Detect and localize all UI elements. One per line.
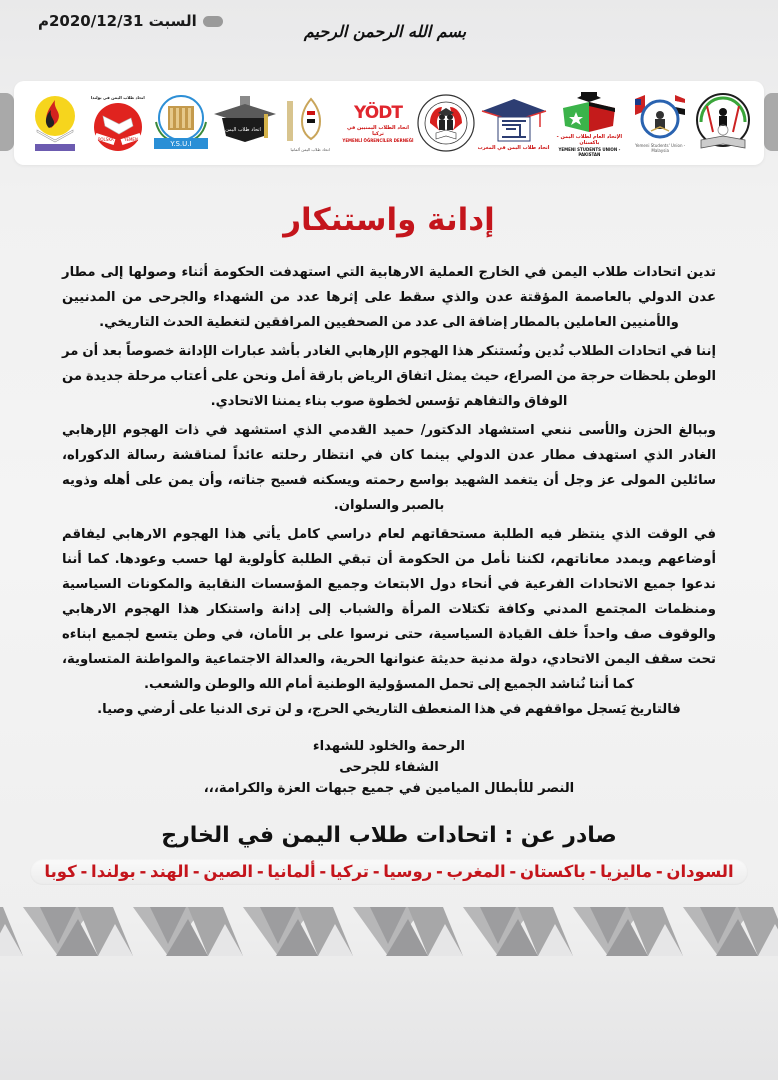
date-pill-marker	[203, 16, 223, 27]
open-book-wreath-icon	[693, 92, 753, 154]
pakistan-union-logo	[550, 84, 628, 162]
closing-line-victory: النصر للأبطال الميامين في جميع جبهات العزة والكرامة،،،	[203, 781, 575, 796]
sudan-union-logo	[692, 84, 754, 162]
poland-mark-right: YEMEN	[123, 136, 138, 142]
document-title: إدانة واستنكار	[283, 202, 495, 238]
issuer-line: صادر عن : اتحادات طلاب اليمن في الخارج	[161, 823, 617, 848]
turkey-logo-caption: اتحاد الطلاب اليمنيين في تركيا	[346, 125, 410, 137]
handshake-circle-icon	[91, 100, 145, 152]
india-logo-mark: Y.S.U.I	[170, 140, 192, 148]
paragraph-call-to-action: في الوقت الذي ينتظر فيه الطلبة مستحقاتهم لعام دراسي كامل يأتي هذا الهجوم الارهابي ليفاقم أوضاعهم ويمدد معاناتهم، لكننا نأمل من الحكومة أن تبقي الطلبة كأولوية لها حسب وعودها. كما أننا ندعوا جميع الاتحادات الفرعية في أنحاء دول الابتعاث وجميع المؤسسات النقابية والمكونات السياسية ومنظمات المجتمع المدني وكافة تكتلات المرأة والشباب إلى إدانة واستنكار هذا الهجوم الارهابي والوقوف صف واحداً خلف القيادة السياسية، حتى نرسوا على بر الأمان، في وطن يتسع لجميع ابناءه تحت سقف اليمن الاتحادي، دولة مدنية حديثة عنوانها الحرية، والعدالة الاجتماعية والمواطنة المتساوية، كما أننا نُناشد الجميع إلى تحمل المسؤولية الوطنية أمام الله والوطن والشعب.	[62, 527, 716, 692]
paragraph-history: فالتاريخ يَسجل مواقفهم في هذا المنعطف التاريخي الحرج، و لن ترى الدنيا على أرضي وصيا.	[97, 702, 681, 717]
date-block	[38, 12, 223, 30]
closing-line-martyrs: الرحمة والخلود للشهداء	[312, 739, 466, 754]
turkey-logo-caption-en: YEMENLİ ÖĞRENCİLER DERNEĞİ	[342, 138, 414, 143]
strip-tab-right	[764, 93, 778, 151]
diamond-pattern-footer	[0, 899, 778, 956]
russia-union-logo	[415, 84, 477, 162]
india-union-logo	[150, 84, 212, 162]
germany-logo-caption: اتحاد طلاب اليمن ألمانيا	[290, 146, 330, 152]
poland-mark-left: POLSKA	[97, 136, 114, 142]
germany-union-logo	[279, 84, 341, 162]
pillars-shield-icon	[150, 92, 212, 154]
graduation-cap-emblem-icon	[212, 92, 278, 154]
malaysia-logo-caption: Yemeni Students' Union - Malaysia	[635, 143, 686, 153]
morocco-logo-caption: اتحاد طلاب اليمن في المغرب	[477, 145, 550, 151]
footer-pattern-wrapper	[0, 899, 778, 956]
closing-lines	[0, 736, 778, 799]
china-union-logo	[212, 84, 278, 162]
mortarboard-calligraphy-icon	[480, 95, 548, 145]
paragraph-riyadh-agreement: إننا في اتحادات الطلاب نُدين ونُستنكر هذا الهجوم الإرهابي الغادر بأشد عبارات الإدانة خصوصاً بعد أن مر الوطن بلحظات حرجة من الصراع، حيث يمثل اتفاق الرياض بارقة أمل ونحن على أعتاب مرحلة جديدة من الوفاق والتفاهم تؤسس لخطوة صوب بناء يمننا الاتحادي.	[62, 344, 716, 409]
cuba-union-logo	[24, 84, 86, 162]
document-header	[0, 0, 778, 72]
pakistan-logo-caption-en: YEMENI STUDENTS UNION - PAKISTAN	[558, 146, 621, 157]
countries-list: السودان - ماليزيا - باكستان - المغرب - روسيا - تركيا - ألمانيا - الصين - الهند - بولندا - كوبا	[30, 859, 748, 885]
gold-flame-emblem-icon	[285, 95, 335, 147]
china-logo-caption: اتحاد طلاب اليمن	[225, 127, 262, 133]
malaysia-union-logo	[629, 84, 691, 162]
poland-logo-caption: اتحاد طلاب اليمن في بولندا	[90, 94, 145, 100]
closing-line-wounded: الشفاء للجرحى	[339, 760, 439, 775]
statement-body	[62, 260, 716, 722]
strip-tab-left	[0, 93, 14, 151]
document-date: السبت 2020/12/31م	[38, 12, 197, 30]
paragraph-condolence: وببالغ الحزن والأسى ننعي استشهاد الدكتور/ حميد القدمي الذي استشهد في ذات الهجوم الإرهابي الغادر الذي استهدف مطار عدن الدولي بينما كان في انتظار رحلته عائداً لمناقشة رسالة الدكوراه، سائلين المولى عز وجل أن يتغمد الشهيد بواسع رحمته ويسكنه فسيح جناته، وأن يمن على أهله وذويه بالصبر والسلوان.	[62, 423, 716, 513]
flame-book-emblem-icon	[27, 92, 83, 154]
poland-union-logo	[87, 84, 149, 162]
pakistan-logo-caption: الإتحاد العام لطلاب اليمن - باكستان	[556, 133, 623, 146]
morocco-union-logo	[478, 84, 550, 162]
students-seal-icon	[416, 93, 476, 153]
flags-seal-icon	[631, 93, 689, 143]
logo-strip-wrapper	[0, 78, 778, 170]
turkey-union-logo	[342, 84, 414, 162]
green-book-star-icon	[559, 90, 619, 134]
bismillah-calligraphy: بسم الله الرحمن الرحيم	[303, 22, 467, 41]
turkey-logo-mark: YÖDT	[354, 103, 402, 123]
paragraph-condemnation: تدين اتحادات طلاب اليمن في الخارج العملية الارهابية التي استهدفت الحكومة أثناء وصولها إلى مطار عدن الدولي بالعاصمة المؤقتة عدن والذي سقط على إثرها عدد من الشهداء والجرحى من المدنيين والأمنيين العاملين بالمطار إضافة الى عدد من الصحفيين المرافقين لتغطية الحدث التاريخي.	[62, 265, 716, 330]
union-logos	[24, 83, 754, 163]
